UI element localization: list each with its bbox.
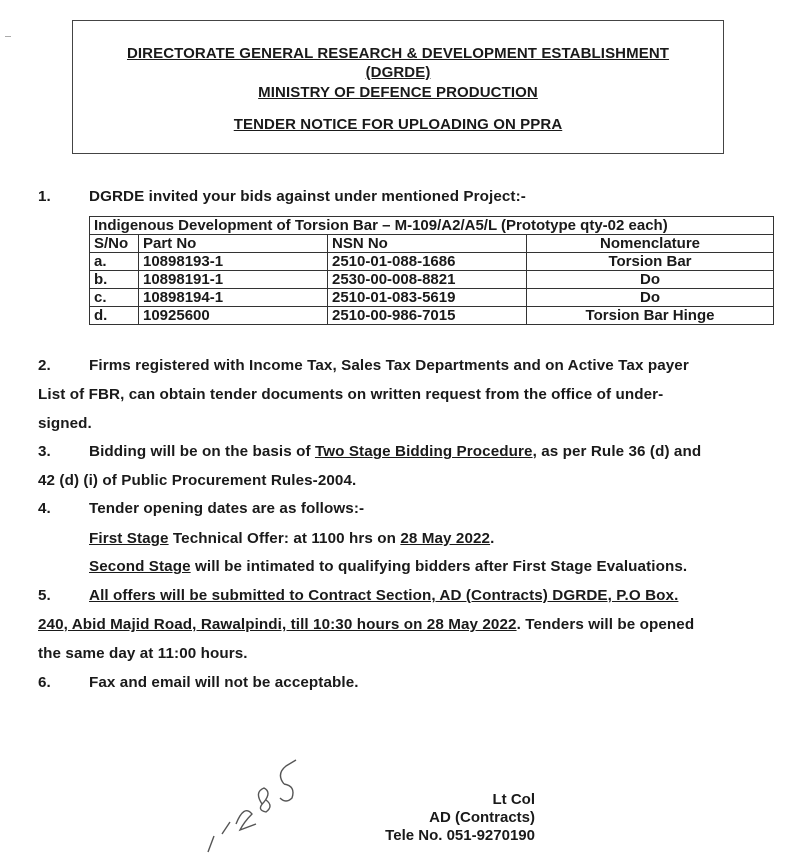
cell-nomenclature: Torsion Bar Hinge bbox=[527, 307, 774, 325]
first-stage-mid: Technical Offer: at 1100 hrs on bbox=[168, 530, 401, 547]
para6-number: 6. bbox=[38, 674, 51, 691]
para2-line2: List of FBR, can obtain tender documents on written request from the office of under- bbox=[38, 386, 664, 403]
para3-line2: 42 (d) (i) of Public Procurement Rules-2004. bbox=[38, 472, 357, 489]
first-stage-date: 28 May 2022 bbox=[400, 530, 491, 547]
para2-number: 2. bbox=[38, 357, 51, 374]
cell-nomenclature: Do bbox=[527, 271, 774, 289]
para3-line1 bbox=[89, 443, 701, 460]
table-row bbox=[90, 271, 774, 289]
cell-nomenclature: Torsion Bar bbox=[527, 253, 774, 271]
col-header-partno: Part No bbox=[139, 235, 328, 253]
para4-text: Tender opening dates are as follows:- bbox=[89, 500, 365, 517]
signature-title: AD (Contracts) bbox=[429, 809, 535, 826]
para3-post: , as per Rule 36 (d) and bbox=[532, 443, 702, 460]
para5-line1: All offers will be submitted to Contract Section, AD (Contracts) DGRDE, P.O Box. bbox=[89, 587, 679, 604]
scan-mark bbox=[5, 36, 11, 37]
para6-text: Fax and email will not be acceptable. bbox=[89, 674, 359, 691]
para3-pre: Bidding will be on the basis of bbox=[89, 443, 315, 460]
para2-line1: Firms registered with Income Tax, Sales Tax Departments and on Active Tax payer bbox=[89, 357, 689, 374]
cell-nomenclature: Do bbox=[527, 289, 774, 307]
items-table bbox=[89, 216, 774, 325]
header-box bbox=[72, 20, 724, 154]
cell-nsn: 2510-01-083-5619 bbox=[328, 289, 527, 307]
para5-line2-underlined: 240, Abid Majid Road, Rawalpindi, till 10:30 hours on 28 May 2022 bbox=[38, 616, 517, 633]
para5-line2 bbox=[38, 616, 694, 633]
cell-nsn: 2530-00-008-8821 bbox=[328, 271, 527, 289]
table-title-row bbox=[90, 217, 774, 235]
header-abbr: (DGRDE) bbox=[365, 64, 431, 81]
cell-sno: c. bbox=[90, 289, 139, 307]
handwritten-number-icon bbox=[200, 752, 320, 857]
first-stage-line bbox=[89, 530, 494, 547]
second-stage-line bbox=[89, 558, 687, 575]
first-stage-end: . bbox=[490, 530, 495, 547]
col-header-sno: S/No bbox=[90, 235, 139, 253]
para3-number: 3. bbox=[38, 443, 51, 460]
para1-number: 1. bbox=[38, 188, 51, 205]
table-title: Indigenous Development of Torsion Bar – M-109/A2/A5/L (Prototype qty-02 each) bbox=[90, 217, 774, 235]
cell-partno: 10898194-1 bbox=[139, 289, 328, 307]
col-header-nsn: NSN No bbox=[328, 235, 527, 253]
header-notice-title: TENDER NOTICE FOR UPLOADING ON PPRA bbox=[233, 116, 563, 133]
cell-partno: 10925600 bbox=[139, 307, 328, 325]
header-org: DIRECTORATE GENERAL RESEARCH & DEVELOPMENT ESTABLISHMENT bbox=[126, 45, 670, 62]
cell-partno: 10898191-1 bbox=[139, 271, 328, 289]
para5-number: 5. bbox=[38, 587, 51, 604]
signature-phone: Tele No. 051-9270190 bbox=[385, 827, 535, 844]
table-row bbox=[90, 289, 774, 307]
para5-line2-rest: . Tenders will be opened bbox=[516, 616, 695, 633]
header-ministry: MINISTRY OF DEFENCE PRODUCTION bbox=[258, 84, 538, 101]
signature-rank: Lt Col bbox=[492, 791, 535, 808]
table-header-row bbox=[90, 235, 774, 253]
cell-nsn: 2510-00-986-7015 bbox=[328, 307, 527, 325]
second-stage-rest: will be intimated to qualifying bidders after First Stage Evaluations. bbox=[190, 558, 688, 575]
para4-number: 4. bbox=[38, 500, 51, 517]
table-row bbox=[90, 253, 774, 271]
para1-text: DGRDE invited your bids against under mentioned Project:- bbox=[89, 188, 526, 205]
first-stage-label: First Stage bbox=[89, 530, 169, 547]
col-header-nomenclature: Nomenclature bbox=[527, 235, 774, 253]
cell-sno: a. bbox=[90, 253, 139, 271]
para2-line3: signed. bbox=[38, 415, 92, 432]
cell-nsn: 2510-01-088-1686 bbox=[328, 253, 527, 271]
para5-line3: the same day at 11:00 hours. bbox=[38, 645, 248, 662]
cell-sno: d. bbox=[90, 307, 139, 325]
two-stage-procedure: Two Stage Bidding Procedure bbox=[314, 443, 533, 460]
second-stage-label: Second Stage bbox=[89, 558, 191, 575]
cell-sno: b. bbox=[90, 271, 139, 289]
cell-partno: 10898193-1 bbox=[139, 253, 328, 271]
table-row bbox=[90, 307, 774, 325]
